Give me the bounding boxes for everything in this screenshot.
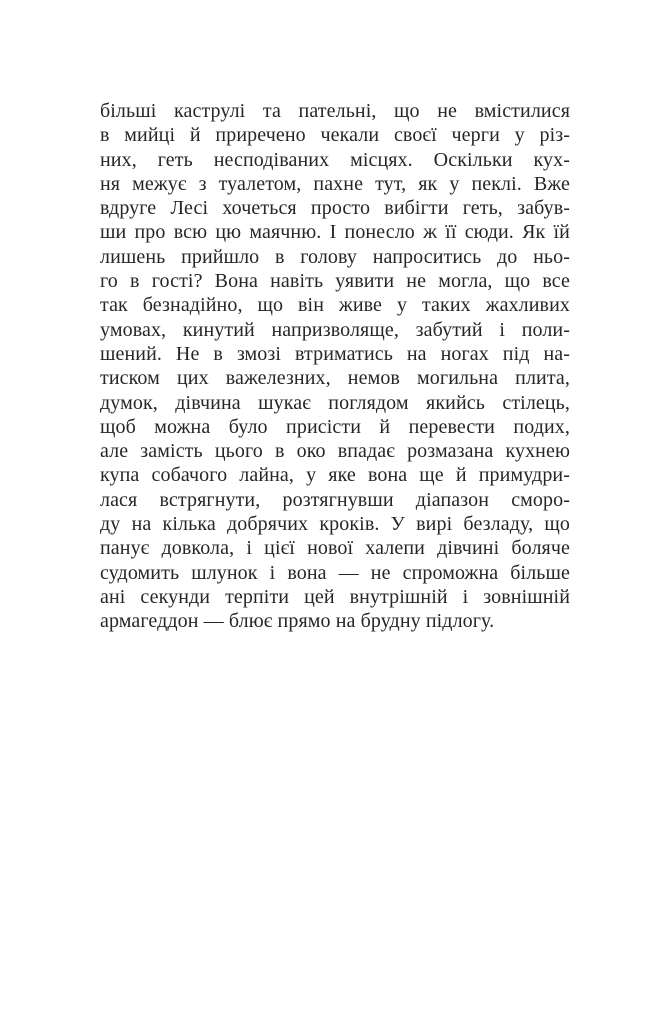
text-line: щоб можна було присісти й перевести подих, (100, 415, 570, 438)
text-line: купа собачого лайна, у яке вона ще й примудри- (100, 464, 570, 487)
text-line: панує довкола, і цієї нової халепи дівчині боляче (100, 537, 570, 560)
text-line: ду на кілька добрячих кроків. У вирі безладу, що (100, 513, 570, 536)
text-line: судомить шлунок і вона — не спроможна більше (100, 561, 570, 584)
text-line: але замість цього в око впадає розмазана кухнею (100, 440, 570, 463)
text-line: армагеддон — блює прямо на брудну підлогу. (100, 610, 495, 633)
text-line: го в гості? Вона навіть уявити не могла, що все (100, 270, 570, 293)
text-line: умовах, кинутий напризволяще, забутий і поли- (100, 318, 570, 341)
text-line: ані секунди терпіти цей внутрішній і зовнішній (100, 585, 570, 608)
text-line: лася встрягнути, розтягнувши діапазон сморо- (100, 488, 570, 511)
text-line: них, геть несподіваних місцях. Оскільки кух- (100, 148, 570, 171)
text-line: шений. Не в змозі втриматись на ногах під на- (100, 342, 570, 365)
text-line: лишень прийшло в голову напроситись до ньо- (100, 245, 570, 268)
text-line: в мийці й приречено чекали своєї черги у різ- (100, 124, 570, 147)
text-line: вдруге Лесі хочеться просто вибігти геть, забув- (100, 197, 570, 220)
text-line: тиском цих важелезних, немов могильна плита, (100, 367, 570, 390)
text-line: так безнадійно, що він живе у таких жахливих (100, 294, 570, 317)
text-line: ши про всю цю маячню. І понесло ж її сюди. Як їй (100, 221, 570, 244)
text-line: більші каструлі та пательні, що не вмістилися (100, 100, 570, 122)
text-line: ня межує з туалетом, пахне тут, як у пеклі. Вже (100, 172, 570, 195)
text-line: думок, дівчина шукає поглядом якийсь стілець, (100, 391, 570, 414)
body-text (100, 99, 570, 634)
